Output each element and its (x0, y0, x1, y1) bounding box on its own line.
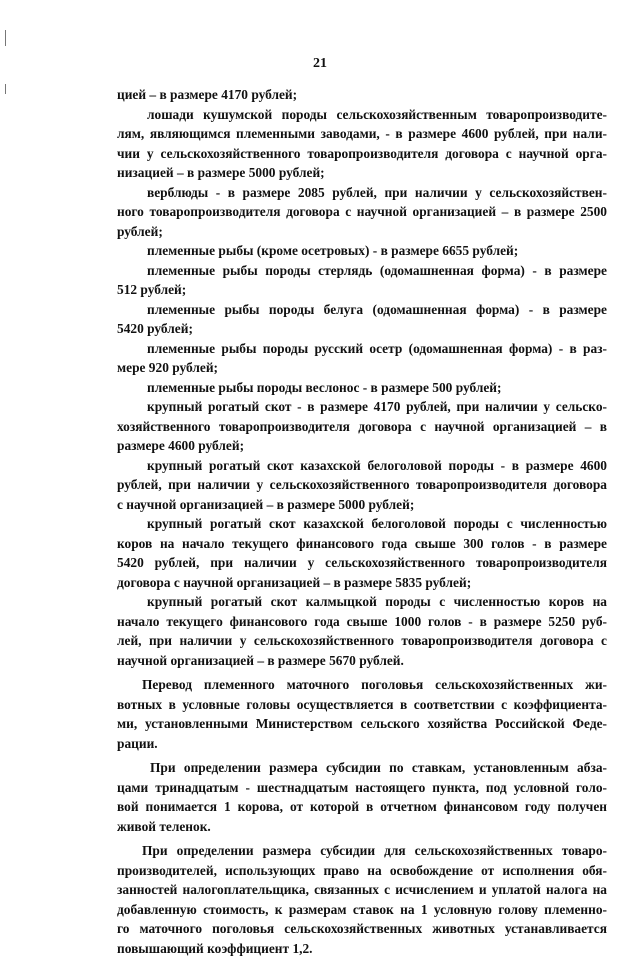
text-line: го маточного поголовья сельскохозяйственных животных устанавливается (117, 919, 607, 939)
text-line: верблюды - в размере 2085 рублей, при наличии у сельскохозяйствен- (117, 183, 607, 203)
text-line: ми, установленными Министерством сельского хозяйства Российской Феде- (117, 714, 607, 734)
body-text (117, 85, 607, 958)
text-line: договора с научной организацией – в размере 5835 рублей; (117, 573, 607, 593)
text-line: крупный рогатый скот калмыцкой породы с численностью коров на (117, 592, 607, 612)
text-line: рублей, при наличии у сельскохозяйственного товаропроизводителя договора (117, 475, 607, 495)
text-line: занностей налогоплательщика, связанных с исчислением и уплатой налога на (117, 880, 607, 900)
text-line: лошади кушумской породы сельскохозяйственным товаропроизводите- (117, 105, 607, 125)
text-line: крупный рогатый скот - в размере 4170 рублей, при наличии у сельско- (117, 397, 607, 417)
text-line: чии у сельскохозяйственного товаропроизводителя договора с научной орга- (117, 144, 607, 164)
text-line: хозяйственного товаропроизводителя договора с научной организацией – в (117, 417, 607, 437)
text-line: низацией – в размере 5000 рублей; (117, 163, 607, 183)
text-line: При определении размера субсидии для сельскохозяйственных товаро- (117, 841, 607, 861)
text-line: коров на начало текущего финансового года свыше 300 голов - в размере (117, 534, 607, 554)
text-line: размере 4600 рублей; (117, 436, 607, 456)
text-line: цией – в размере 4170 рублей; (117, 85, 607, 105)
text-line: племенные рыбы породы веслонос - в размере 500 рублей; (117, 378, 607, 398)
text-line: повышающий коэффициент 1,2. (117, 939, 607, 958)
scan-margin-mark (5, 84, 6, 94)
text-line: рублей; (117, 222, 607, 242)
text-line: начало текущего финансового года свыше 1000 голов - в размере 5250 руб- (117, 612, 607, 632)
text-line: 512 рублей; (117, 280, 607, 300)
page-number: 21 (0, 56, 640, 72)
text-line: крупный рогатый скот казахской белоголовой породы - в размере 4600 (117, 456, 607, 476)
text-line: племенные рыбы породы белуга (одомашненная форма) - в размере (117, 300, 607, 320)
text-line: лям, являющимся племенными заводами, - в размере 4600 рублей, при нали- (117, 124, 607, 144)
text-line: 5420 рублей, при наличии у сельскохозяйственного товаропроизводителя (117, 553, 607, 573)
text-line: живой теленок. (117, 817, 607, 837)
text-line: с научной организацией – в размере 5000 рублей; (117, 495, 607, 515)
text-line: лей, при наличии у сельскохозяйственного товаропроизводителя договора с (117, 631, 607, 651)
text-line: крупный рогатый скот казахской белоголовой породы с численностью (117, 514, 607, 534)
text-line: 5420 рублей; (117, 319, 607, 339)
text-line: цами тринадцатым - шестнадцатым настоящего пункта, под условной голо- (117, 778, 607, 798)
scan-margin-mark (5, 30, 6, 46)
text-line: племенные рыбы (кроме осетровых) - в размере 6655 рублей; (117, 241, 607, 261)
text-line: производителей, использующих право на освобождение от исполнения обя- (117, 861, 607, 881)
text-line: рации. (117, 734, 607, 754)
text-line: вой понимается 1 корова, от которой в отчетном финансовом году получен (117, 797, 607, 817)
text-line: мере 920 рублей; (117, 358, 607, 378)
text-line: племенные рыбы породы русский осетр (одомашненная форма) - в раз- (117, 339, 607, 359)
text-line: вотных в условные головы осуществляется в соответствии с коэффициента- (117, 695, 607, 715)
text-line: племенные рыбы породы стерлядь (одомашненная форма) - в размере (117, 261, 607, 281)
text-line: Перевод племенного маточного поголовья сельскохозяйственных жи- (117, 675, 607, 695)
text-line: При определении размера субсидии по ставкам, установленным абза- (117, 758, 607, 778)
text-line: ного товаропроизводителя договора с научной организацией – в размере 2500 (117, 202, 607, 222)
text-line: добавленную стоимость, к размерам ставок на 1 условную голову племенно- (117, 900, 607, 920)
text-line: научной организацией – в размере 5670 рублей. (117, 651, 607, 671)
